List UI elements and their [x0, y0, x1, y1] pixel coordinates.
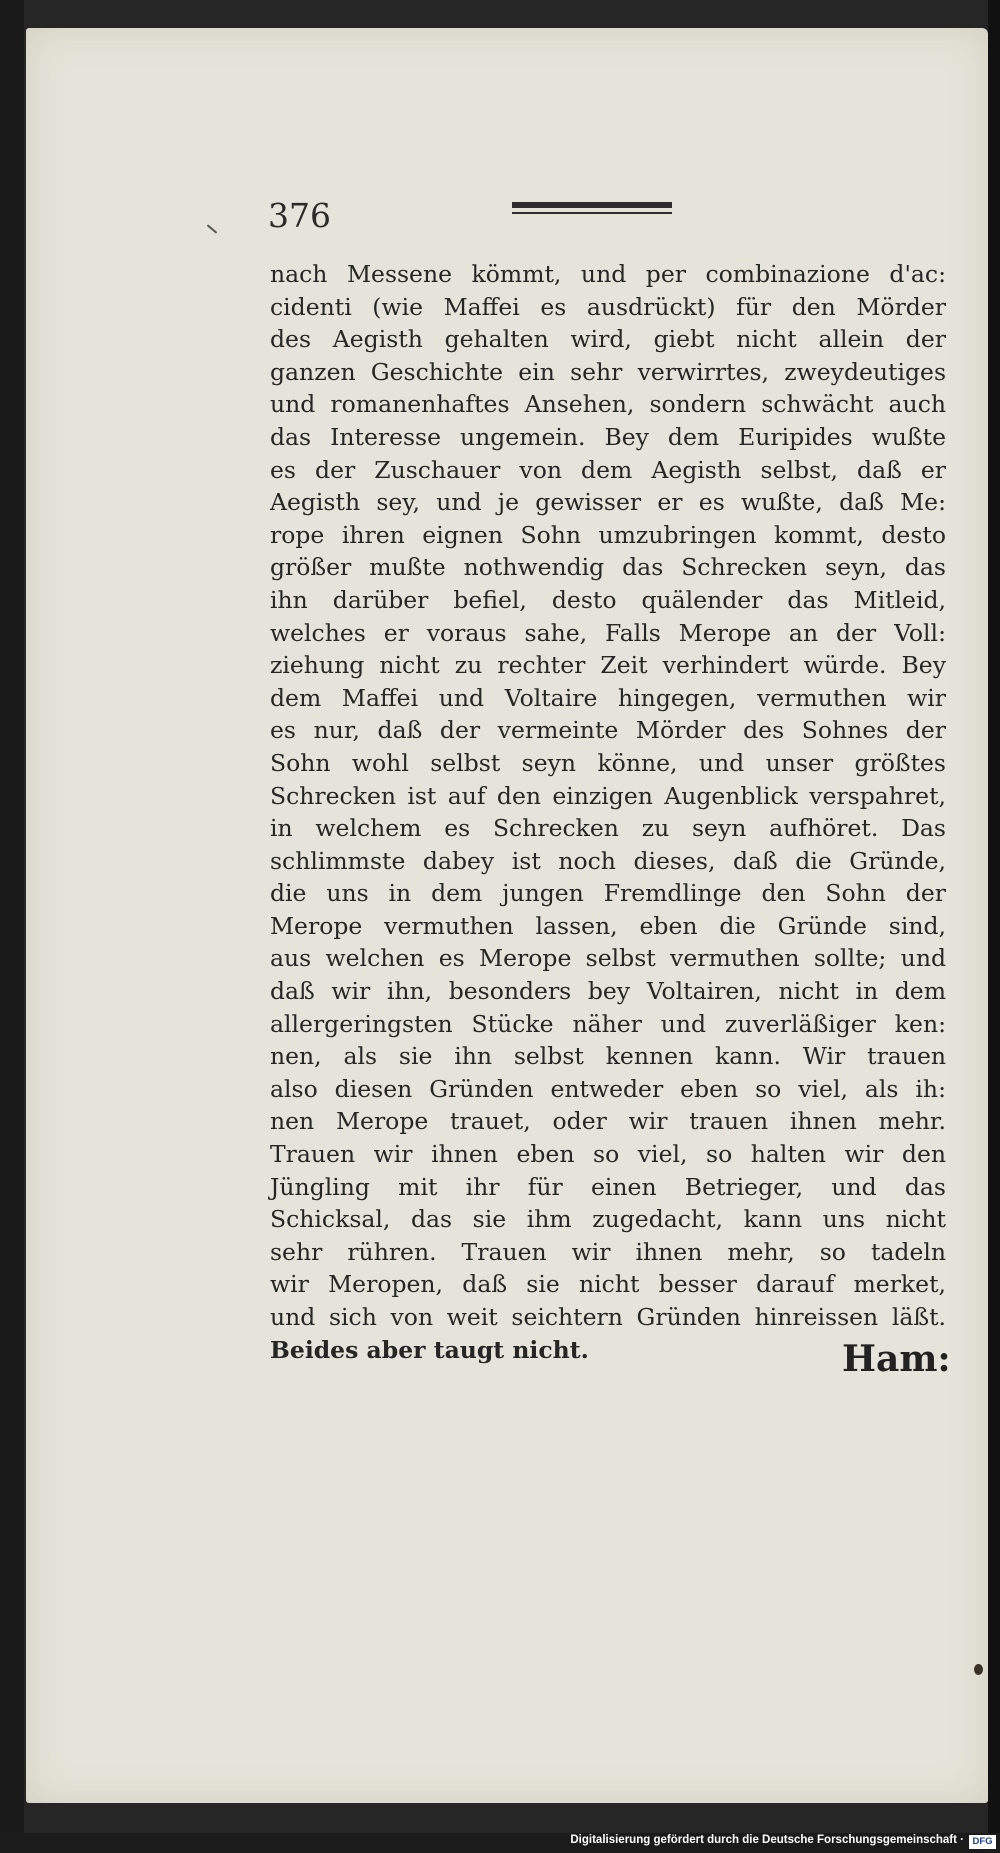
text-line: nach Messene kömmt, und per combinazione d'ac:	[270, 260, 946, 288]
header-rule	[512, 202, 672, 216]
header-rule-thin	[512, 212, 672, 214]
ink-spot	[974, 1664, 983, 1675]
text-line: cidenti (wie Maffei es ausdrückt) für den Mörder	[270, 292, 946, 321]
scan-left-edge	[0, 0, 24, 1853]
text-line: ziehung nicht zu rechter Zeit verhindert würde. Bey	[270, 651, 946, 680]
text-line: es nur, daß der vermeinte Mörder des Sohnes der	[270, 716, 946, 745]
text-line: daß wir ihn, besonders bey Voltairen, nicht in dem	[270, 977, 946, 1006]
text-line: sehr rühren. Trauen wir ihnen mehr, so tadeln	[270, 1237, 946, 1266]
catchword: Ham:	[842, 1338, 951, 1380]
text-line: welches er voraus sahe, Falls Merope an der Voll:	[270, 618, 946, 647]
text-line: ganzen Geschichte ein sehr verwirrtes, zweydeutiges	[270, 357, 946, 386]
text-line: und romanenhaftes Ansehen, sondern schwächt auch	[270, 390, 946, 419]
text-line: nen Merope trauet, oder wir trauen ihnen mehr.	[270, 1107, 946, 1136]
text-line: Jüngling mit ihr für einen Betrieger, und das	[270, 1172, 946, 1201]
text-line: die uns in dem jungen Fremdlinge den Sohn der	[270, 879, 946, 908]
scan-right-edge	[988, 0, 1000, 1853]
text-line: Trauen wir ihnen eben so viel, so halten wir den	[270, 1140, 946, 1169]
text-line: und sich von weit seichtern Gründen hinreissen läßt.	[270, 1303, 946, 1331]
text-line: Beides aber taugt nicht.	[270, 1335, 589, 1364]
text-line: das Interesse ungemein. Bey dem Euripides wußte	[270, 422, 946, 451]
text-line: Schicksal, das sie ihm zugedacht, kann uns nicht	[270, 1205, 946, 1234]
text-line: dem Maffei und Voltaire hingegen, vermuthen wir	[270, 683, 946, 712]
text-line: nen, als sie ihn selbst kennen kann. Wir trauen	[270, 1042, 946, 1071]
text-line: ihn darüber befiel, desto quälender das Mitleid,	[270, 585, 946, 614]
text-line: Aegisth sey, und je gewisser er es wußte, daß Me:	[270, 488, 946, 517]
text-line: Schrecken ist auf den einzigen Augenblick verspahret,	[270, 781, 946, 810]
text-line: rope ihren eignen Sohn umzubringen kommt, desto	[270, 520, 946, 549]
page-number: 376	[268, 196, 331, 235]
text-line: es der Zuschauer von dem Aegisth selbst, daß er	[270, 455, 946, 484]
text-line: in welchem es Schrecken zu seyn aufhöret. Das	[270, 814, 946, 843]
text-line: schlimmste dabey ist noch dieses, daß die Gründe,	[270, 846, 946, 875]
header-rule-thick	[512, 202, 672, 208]
text-line: wir Meropen, daß sie nicht besser darauf merket,	[270, 1270, 946, 1299]
digitization-credit: Digitalisierung gefördert durch die Deutsche Forschungsgemeinschaft ·	[570, 1834, 964, 1846]
text-line: Merope vermuthen lassen, eben die Gründe sind,	[270, 911, 946, 940]
text-line: aus welchen es Merope selbst vermuthen sollte; und	[270, 944, 946, 973]
body-text	[270, 258, 946, 1366]
text-line: Sohn wohl selbst seyn könne, und unser größtes	[270, 748, 946, 777]
text-line: des Aegisth gehalten wird, giebt nicht allein der	[270, 325, 946, 354]
dfg-logo: DFG	[969, 1835, 996, 1849]
text-line: allergeringsten Stücke näher und zuverläßiger ken:	[270, 1009, 946, 1038]
text-line: also diesen Gründen entweder eben so viel, als ih:	[270, 1074, 946, 1103]
text-line: größer mußte nothwendig das Schrecken seyn, das	[270, 553, 946, 582]
